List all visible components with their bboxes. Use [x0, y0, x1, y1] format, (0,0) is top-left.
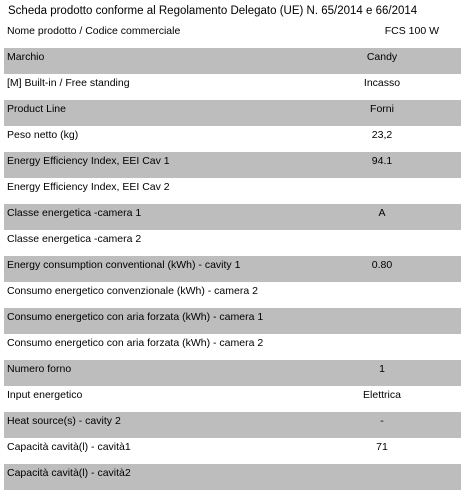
row-label: Consumo energetico con aria forzata (kWh) - camera 2: [7, 337, 264, 349]
row-label: Energy Efficiency Index, EEI Cav 1: [7, 155, 170, 167]
row-label: Classe energetica -camera 2: [7, 233, 142, 245]
table-row: [4, 178, 461, 204]
row-value: A: [378, 207, 386, 219]
table-row: [4, 386, 461, 412]
row-value: Elettrica: [363, 389, 401, 401]
table-row: [4, 464, 461, 490]
row-value: Incasso: [363, 77, 401, 89]
row-value: 23,2: [371, 129, 393, 141]
row-label: [M] Built-in / Free standing: [7, 77, 130, 89]
table-row: [4, 22, 461, 48]
table-row: [4, 334, 461, 360]
table-row: [4, 282, 461, 308]
table-row: [4, 100, 461, 126]
table-row: [4, 438, 461, 464]
row-label: Nome prodotto / Codice commerciale: [7, 25, 181, 37]
row-value: Candy: [366, 51, 398, 63]
row-label: Classe energetica -camera 1: [7, 207, 142, 219]
row-label: Peso netto (kg): [7, 129, 79, 141]
table-row: [4, 74, 461, 100]
row-label: Input energetico: [7, 389, 83, 401]
row-value: 1: [379, 363, 385, 375]
table-row: [4, 308, 461, 334]
table-row: [4, 256, 461, 282]
row-label: Numero forno: [7, 363, 72, 375]
row-value: 94.1: [371, 155, 393, 167]
sheet-title: Scheda prodotto conforme al Regolamento Delegato (UE) N. 65/2014 e 66/2014: [8, 5, 418, 17]
row-value: 0.80: [371, 259, 393, 271]
table-row: [4, 360, 461, 386]
table-row: [4, 152, 461, 178]
row-label: Consumo energetico convenzionale (kWh) - camera 2: [7, 285, 258, 297]
row-value: Forni: [370, 103, 394, 115]
product-table: [4, 22, 461, 490]
table-row: [4, 230, 461, 256]
row-label: Capacità cavità(l) - cavità1: [7, 441, 131, 453]
table-row: [4, 412, 461, 438]
row-label: Marchio: [7, 51, 45, 63]
row-label: Energy Efficiency Index, EEI Cav 2: [7, 181, 170, 193]
row-label: Consumo energetico con aria forzata (kWh) - camera 1: [7, 311, 264, 323]
row-label: Product Line: [7, 103, 66, 115]
row-label: Heat source(s) - cavity 2: [7, 415, 121, 427]
row-label: Capacità cavità(l) - cavità2: [7, 467, 131, 479]
table-row: [4, 126, 461, 152]
row-value: -: [380, 415, 384, 427]
row-value: FCS 100 W: [384, 25, 439, 37]
table-row: [4, 204, 461, 230]
row-label: Energy consumption conventional (kWh) - cavity 1: [7, 259, 241, 271]
row-value: 71: [376, 441, 388, 453]
table-row: [4, 48, 461, 74]
